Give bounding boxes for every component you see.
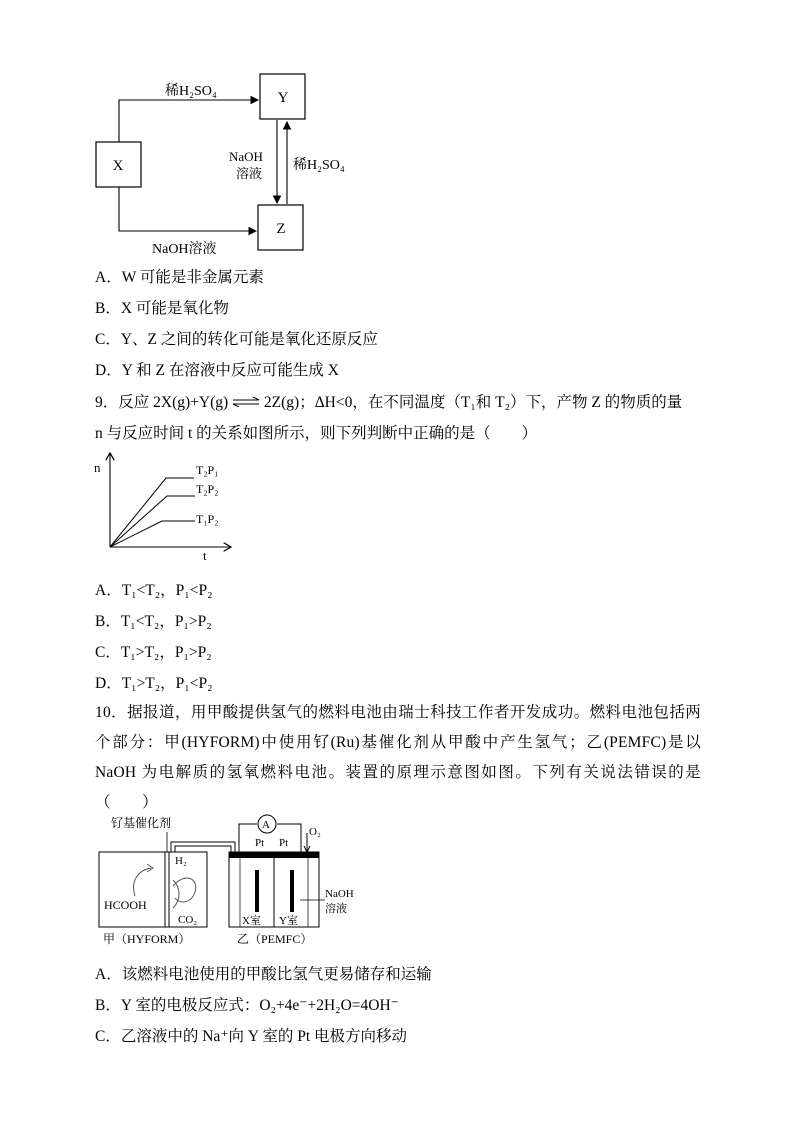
down-arrow-label-2: 溶液	[236, 166, 263, 181]
q10-option-b: B．Y 室的电极反应式：O₂+4e⁻+2H₂O=4OH⁻	[95, 997, 399, 1014]
y-room-label: Y室	[279, 915, 298, 927]
q9-option-c: C．T₁>T₂，P₁>P₂	[95, 644, 212, 661]
naoh-label-1: NaOH	[325, 888, 354, 900]
q9-option-d: D．T₁>T₂，P₁<P₂	[95, 675, 213, 692]
down-arrow-label-1: NaOH	[229, 149, 263, 164]
q10-option-c: C．乙溶液中的 Na⁺向 Y 室的 Pt 电极方向移动	[95, 1028, 408, 1045]
q9-stem-line2: n 与反应时间 t 的关系如图所示，则下列判断中正确的是（ ）	[95, 425, 538, 442]
q9-stem-line1-b: 2Z(g)；ΔH<0，在不同温度（T₁和 T₂）下，产物 Z 的物质的量	[260, 394, 683, 411]
fuel-cell-apparatus	[95, 800, 385, 948]
top-arrow-label: 稀H₂SO₄	[165, 84, 217, 99]
box-z-label: Z	[276, 221, 286, 237]
curve-t1p2	[110, 521, 195, 547]
q10-stem: 10．据报道，用甲酸提供氢气的燃料电池由瑞士科技工作者开发成功。燃料电池包括两个部分：甲(HYFORM)中使用钌(Ru)基催化剂从甲酸中产生氢气；乙(PEMFC)是以 NaOH 为电解质的氢氧燃料电池。装置的原理示意图如图。下列有关说法错误的是（ ）	[95, 704, 701, 811]
y-electrode	[290, 870, 294, 912]
co2-label: CO₂	[178, 914, 198, 926]
arrow-x-to-z	[119, 187, 256, 231]
conversion-diagram	[90, 65, 370, 260]
box-x-label: X	[112, 158, 124, 174]
membrane-top-bar	[229, 852, 319, 858]
h2-pipe	[171, 842, 235, 852]
curve-t2p1	[110, 478, 194, 547]
q8-option-d: D．Y 和 Z 在溶液中反应可能生成 X	[95, 362, 339, 379]
q9-stem-line1-a: 9．反应 2X(g)+Y(g)	[95, 394, 233, 411]
q9-x-axis-label: t	[203, 548, 207, 563]
x-electrode	[255, 870, 259, 912]
yi-caption: 乙（PEMFC）	[237, 932, 313, 946]
x-room-label: X室	[242, 915, 261, 927]
q9-option-a: A．T₁<T₂，P₁<P₂	[95, 582, 213, 599]
q9-graph	[92, 448, 242, 563]
o2-label: O₂	[309, 826, 321, 838]
q8-option-c: C．Y、Z 之间的转化可能是氧化还原反应	[95, 331, 378, 348]
bottom-arrow-label: NaOH溶液	[152, 242, 217, 257]
curve-t2p2-label: T₂P₂	[196, 482, 219, 496]
q9-y-axis-label: n	[94, 460, 101, 475]
jia-caption: 甲（HYFORM）	[103, 932, 191, 946]
curve-t2p1-label: T₂P₁	[196, 463, 219, 477]
h2-label: H₂	[175, 855, 187, 867]
q10-option-a: A．该燃料电池使用的甲酸比氢气更易储存和运输	[95, 966, 432, 983]
box-y-label: Y	[277, 90, 289, 106]
arrow-x-to-y	[119, 100, 258, 142]
naoh-label-2: 溶液	[325, 903, 347, 915]
catalyst-label: 钌基催化剂	[111, 816, 172, 830]
pt-right-label: Pt	[279, 837, 289, 849]
pt-left-label: Pt	[255, 837, 265, 849]
q9-stem-line1	[95, 390, 682, 412]
hcooh-label: HCOOH	[104, 898, 147, 912]
equilibrium-arrow-icon	[232, 394, 260, 412]
curve-t1p2-label: T₁P₂	[196, 512, 219, 526]
up-arrow-label: 稀H₂SO₄	[293, 158, 345, 173]
q8-option-a: A．W 可能是非金属元素	[95, 269, 264, 286]
q8-option-b: B．X 可能是氧化物	[95, 300, 229, 317]
q9-option-b: B．T₁<T₂，P₁>P₂	[95, 613, 212, 630]
ammeter-label: A	[262, 819, 270, 831]
